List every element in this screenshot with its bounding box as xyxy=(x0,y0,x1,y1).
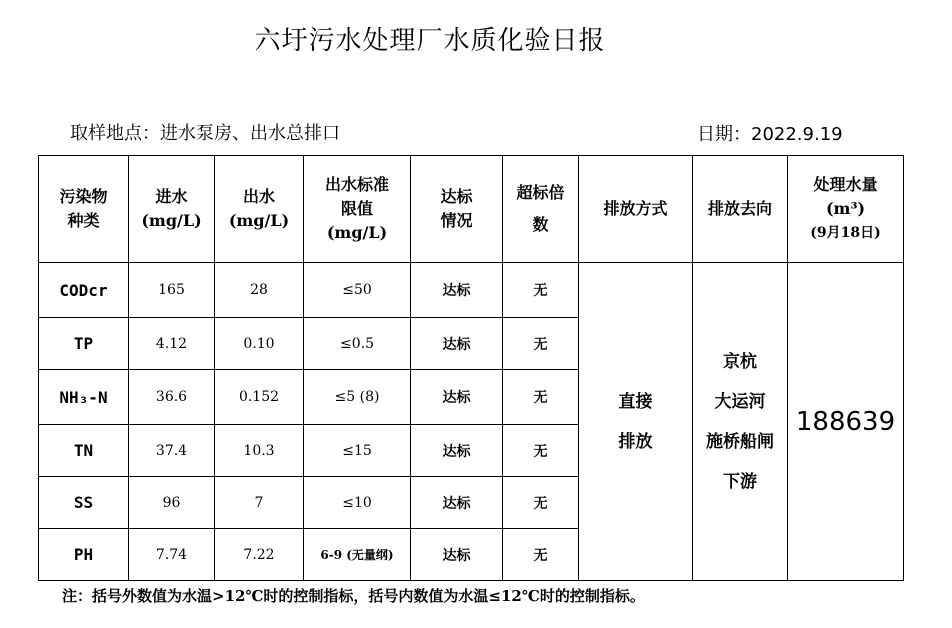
water-quality-table xyxy=(38,155,904,581)
header-discharge-destination: 排放去向 xyxy=(693,156,788,263)
status-cell: 达标 xyxy=(411,477,503,529)
header-volume: 处理水量 (m³) (9月18日) xyxy=(788,156,904,263)
limit-cell: ≤0.5 xyxy=(304,318,411,370)
effluent-cell: 10.3 xyxy=(215,425,304,477)
header-limit: 出水标准 限值 (mg/L) xyxy=(304,156,411,263)
header-pollutant: 污染物 种类 xyxy=(39,156,129,263)
header-discharge-method: 排放方式 xyxy=(579,156,693,263)
pollutant-cell: NH₃-N xyxy=(39,370,129,425)
influent-cell: 37.4 xyxy=(129,425,215,477)
report-date: 日期：2022.9.19 xyxy=(697,124,843,145)
pollutant-cell: CODcr xyxy=(39,263,129,318)
effluent-cell: 7 xyxy=(215,477,304,529)
treated-volume-cell: 188639 xyxy=(788,263,904,581)
discharge-destination-cell: 京杭 大运河 施桥船闸 下游 xyxy=(693,263,788,581)
pollutant-cell: TN xyxy=(39,425,129,477)
exceed-cell: 无 xyxy=(503,477,579,529)
sampling-location: 取样地点：进水泵房、出水总排口 xyxy=(70,123,340,144)
influent-cell: 36.6 xyxy=(129,370,215,425)
footnote: 注：括号外数值为水温>12℃时的控制指标，括号内数值为水温≤12℃时的控制指标。 xyxy=(62,587,645,605)
status-cell: 达标 xyxy=(411,425,503,477)
status-cell: 达标 xyxy=(411,318,503,370)
header-effluent: 出水 (mg/L) xyxy=(215,156,304,263)
table-row xyxy=(39,263,904,318)
exceed-cell: 无 xyxy=(503,263,579,318)
limit-cell: ≤5 (8) xyxy=(304,370,411,425)
influent-cell: 96 xyxy=(129,477,215,529)
effluent-cell: 7.22 xyxy=(215,529,304,581)
status-cell: 达标 xyxy=(411,370,503,425)
pollutant-cell: PH xyxy=(39,529,129,581)
header-influent: 进水 (mg/L) xyxy=(129,156,215,263)
header-exceed: 超标倍 数 xyxy=(503,156,579,263)
header-row xyxy=(39,156,904,263)
report-title: 六圩污水处理厂水质化验日报 xyxy=(254,26,606,56)
status-cell: 达标 xyxy=(411,263,503,318)
exceed-cell: 无 xyxy=(503,425,579,477)
status-cell: 达标 xyxy=(411,529,503,581)
influent-cell: 165 xyxy=(129,263,215,318)
limit-cell: ≤50 xyxy=(304,263,411,318)
exceed-cell: 无 xyxy=(503,370,579,425)
pollutant-cell: TP xyxy=(39,318,129,370)
effluent-cell: 28 xyxy=(215,263,304,318)
limit-cell: ≤15 xyxy=(304,425,411,477)
exceed-cell: 无 xyxy=(503,529,579,581)
influent-cell: 4.12 xyxy=(129,318,215,370)
discharge-method-cell: 直接 排放 xyxy=(579,263,693,581)
pollutant-cell: SS xyxy=(39,477,129,529)
influent-cell: 7.74 xyxy=(129,529,215,581)
effluent-cell: 0.152 xyxy=(215,370,304,425)
exceed-cell: 无 xyxy=(503,318,579,370)
limit-cell: 6-9 (无量纲) xyxy=(304,529,411,581)
header-status: 达标 情况 xyxy=(411,156,503,263)
effluent-cell: 0.10 xyxy=(215,318,304,370)
limit-cell: ≤10 xyxy=(304,477,411,529)
